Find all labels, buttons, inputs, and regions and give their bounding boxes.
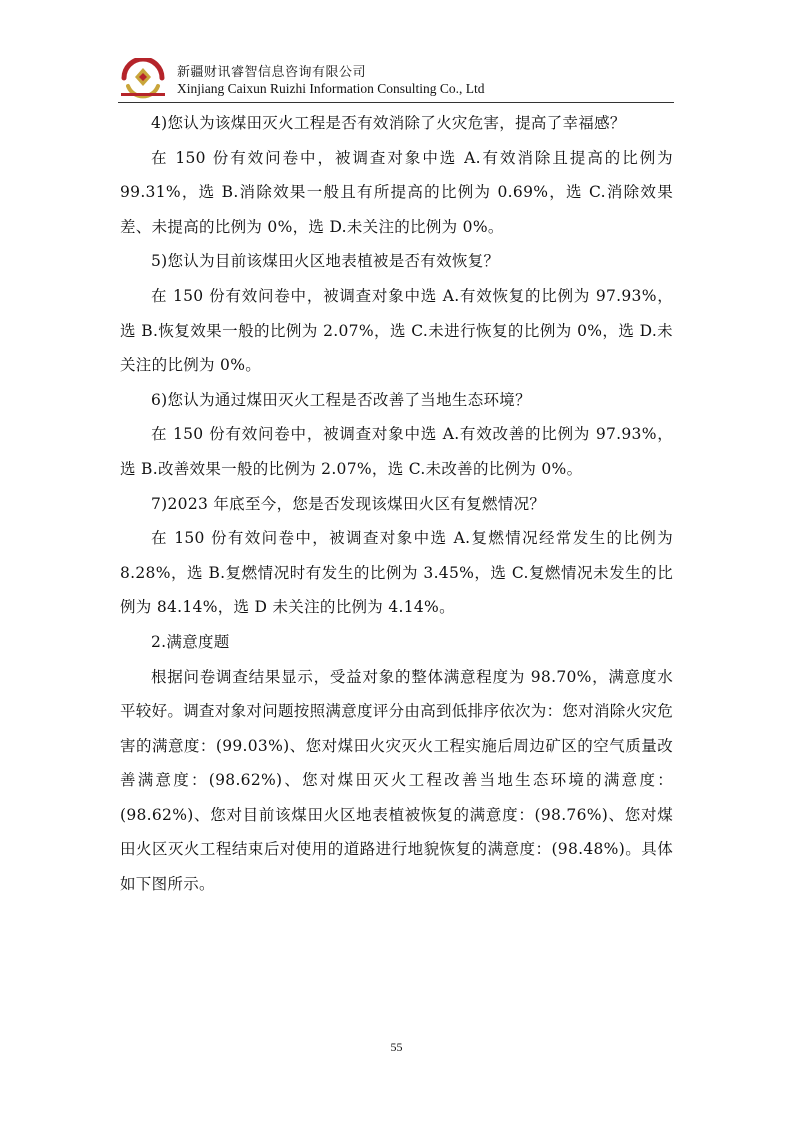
company-logo-icon: [118, 58, 168, 102]
body-text: [120, 106, 673, 902]
company-name-en: Xinjiang Caixun Ruizhi Information Consulting Co., Ltd: [177, 81, 485, 96]
question-5: 5)您认为目前该煤田火区地表植被是否有效恢复？: [151, 252, 500, 271]
company-name-cn: 新疆财讯睿智信息咨询有限公司: [177, 65, 367, 80]
section-heading-satisfaction: 2.满意度题: [151, 632, 230, 651]
question-7: 7)2023 年底至今，您是否发现该煤田火区有复燃情况？: [151, 494, 546, 513]
question-6: 6)您认为通过煤田灭火工程是否改善了当地生态环境？: [151, 390, 531, 409]
satisfaction-summary: 根据问卷调查结果显示，受益对象的整体满意程度为 98.70%，满意度水平较好。调查对象对问题按照满意度评分由高到低排序依次为：您对消除火灾危害的满意度：(99.03%)、您对煤田火灾灭火工程实施后周边矿区的空气质量改善满意度：(98.62%)、您对煤田灭火工程改善当地生态环境的满意度：(98.62%)、您对目前该煤田火区地表植被恢复的满意度：(98.76%)、您对煤田火区灭火工程结束后对使用的道路进行地貌恢复的满意度：(98.48%)。具体如下图所示。: [120, 667, 674, 894]
answer-5: 在 150 份有效问卷中，被调查对象中选 A.有效恢复的比例为 97.93%，选 B.恢复效果一般的比例为 2.07%，选 C.未进行恢复的比例为 0%，选 D.未关注的比例为 0%。: [120, 286, 673, 375]
question-4: 4)您认为该煤田灭火工程是否有效消除了火灾危害，提高了幸福感？: [151, 114, 626, 132]
page-number: 55: [390, 1040, 403, 1054]
header-divider: [118, 102, 674, 103]
page-header: [118, 52, 674, 104]
answer-4: 在 150 份有效问卷中，被调查对象中选 A.有效消除且提高的比例为 99.31%，选 B.消除效果一般且有所提高的比例为 0.69%，选 C.消除效果差、未提高的比例为 0%，选 D.未关注的比例为 0%。: [120, 148, 673, 236]
answer-7: 在 150 份有效问卷中，被调查对象中选 A.复燃情况经常发生的比例为 8.28%，选 B.复燃情况时有发生的比例为 3.45%，选 C.复燃情况未发生的比例为 84.14%，选 D 未关注的比例为 4.14%。: [120, 529, 673, 617]
answer-6: 在 150 份有效问卷中，被调查对象中选 A.有效改善的比例为 97.93%，选 B.改善效果一般的比例为 2.07%，选 C.未改善的比例为 0%。: [120, 425, 673, 478]
